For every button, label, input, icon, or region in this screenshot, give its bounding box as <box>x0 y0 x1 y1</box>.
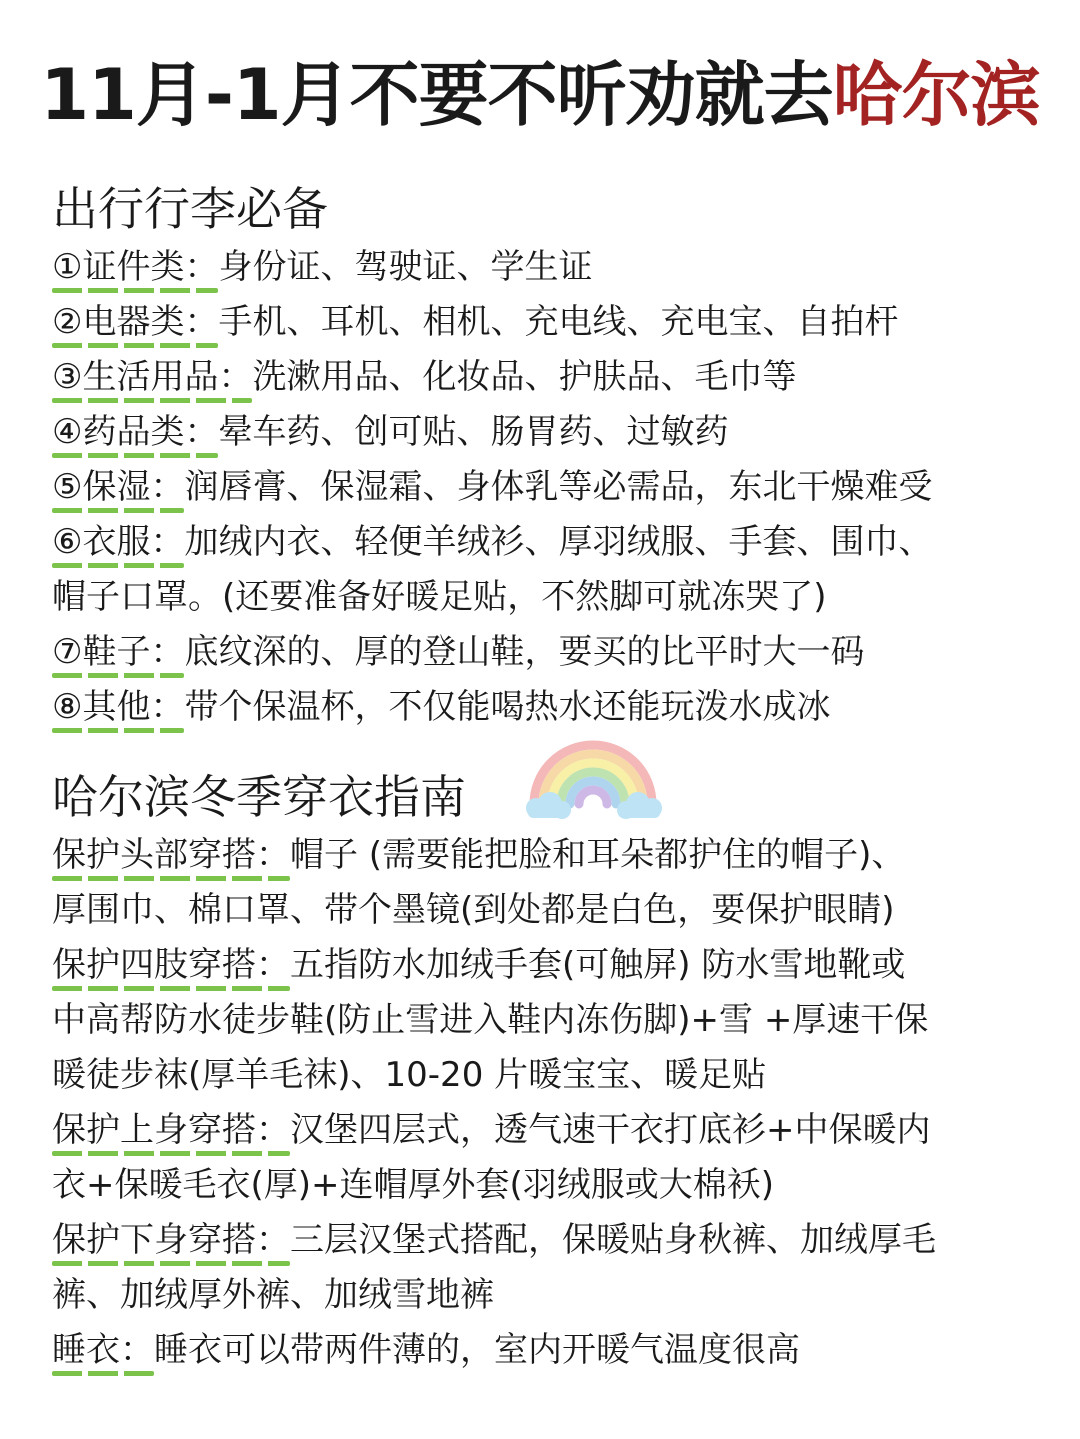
list-item <box>52 405 1042 460</box>
clothing-guide-list <box>52 828 1042 1378</box>
rainbow-icon <box>522 738 664 822</box>
item-text: 晕车药、创可贴、肠胃药、过敏药 <box>218 412 729 452</box>
list-item-continued <box>52 1268 1042 1323</box>
item-label: 睡衣： <box>52 1326 154 1374</box>
item-text: 五指防水加绒手套(可触屏) 防水雪地靴或 <box>290 945 906 985</box>
list-item <box>52 295 1042 350</box>
item-label: ①证件类： <box>52 243 218 291</box>
item-text: 厚围巾、棉口罩、带个墨镜(到处都是白色，要保护眼睛) <box>52 890 895 930</box>
item-label: ④药品类： <box>52 408 218 456</box>
item-text: 加绒内衣、轻便羊绒衫、厚羽绒服、手套、围巾、 <box>184 522 933 562</box>
list-item-continued <box>52 1048 1042 1103</box>
item-text: 睡衣可以带两件薄的，室内开暖气温度很高 <box>154 1330 800 1370</box>
list-item-continued <box>52 570 1042 625</box>
item-text: 帽子口罩。(还要准备好暖足贴，不然脚可就冻哭了) <box>52 577 827 617</box>
item-text: 带个保温杯，不仅能喝热水还能玩泼水成冰 <box>184 687 831 727</box>
list-item <box>52 350 1042 405</box>
list-item <box>52 460 1042 515</box>
list-item <box>52 625 1042 680</box>
item-text: 三层汉堡式搭配，保暖贴身秋裤、加绒厚毛 <box>290 1220 936 1260</box>
item-label: ②电器类： <box>52 298 218 346</box>
item-text: 底纹深的、厚的登山鞋，要买的比平时大一码 <box>184 632 865 672</box>
item-label: ⑦鞋子： <box>52 628 184 676</box>
list-item-continued <box>52 1158 1042 1213</box>
item-text: 汉堡四层式，透气速干衣打底衫+中保暖内 <box>290 1110 931 1150</box>
item-label: 保护下身穿搭： <box>52 1216 290 1264</box>
item-label: ③生活用品： <box>52 353 252 401</box>
item-label: ⑧其他： <box>52 683 184 731</box>
item-text: 润唇膏、保湿霜、身体乳等必需品，东北干燥难受 <box>184 467 933 507</box>
item-text: 手机、耳机、相机、充电线、充电宝、自拍杆 <box>218 302 899 342</box>
list-item <box>52 828 1042 883</box>
section-heading-luggage: 出行行李必备 <box>52 182 328 236</box>
item-label: 保护头部穿搭： <box>52 831 290 879</box>
list-item <box>52 938 1042 993</box>
list-item <box>52 1103 1042 1158</box>
page-title <box>0 40 1080 150</box>
item-text: 暖徒步袜(厚羊毛袜)、10-20 片暖宝宝、暖足贴 <box>52 1055 767 1095</box>
item-text: 洗漱用品、化妆品、护肤品、毛巾等 <box>252 357 797 397</box>
list-item <box>52 1323 1042 1378</box>
section-heading-clothing: 哈尔滨冬季穿衣指南 <box>52 770 466 824</box>
item-text: 衣+保暖毛衣(厚)+连帽厚外套(羽绒服或大棉袄) <box>52 1165 775 1205</box>
item-label: ⑤保湿： <box>52 463 184 511</box>
list-item <box>52 515 1042 570</box>
item-text: 帽子 (需要能把脸和耳朵都护住的帽子)、 <box>290 835 906 875</box>
item-text: 身份证、驾驶证、学生证 <box>218 247 593 287</box>
item-label: ⑥衣服： <box>52 518 184 566</box>
list-item <box>52 680 1042 735</box>
item-text: 中高帮防水徒步鞋(防止雪进入鞋内冻伤脚)+雪 +厚速干保 <box>52 1000 929 1040</box>
list-item-continued <box>52 993 1042 1048</box>
item-label: 保护上身穿搭： <box>52 1106 290 1154</box>
list-item <box>52 1213 1042 1268</box>
title-main: 11月-1月不要不听劝就去 <box>40 54 833 136</box>
list-item-continued <box>52 883 1042 938</box>
item-text: 裤、加绒厚外裤、加绒雪地裤 <box>52 1275 494 1315</box>
title-accent: 哈尔滨 <box>832 54 1040 136</box>
list-item <box>52 240 1042 295</box>
luggage-list <box>52 240 1042 735</box>
item-label: 保护四肢穿搭： <box>52 941 290 989</box>
